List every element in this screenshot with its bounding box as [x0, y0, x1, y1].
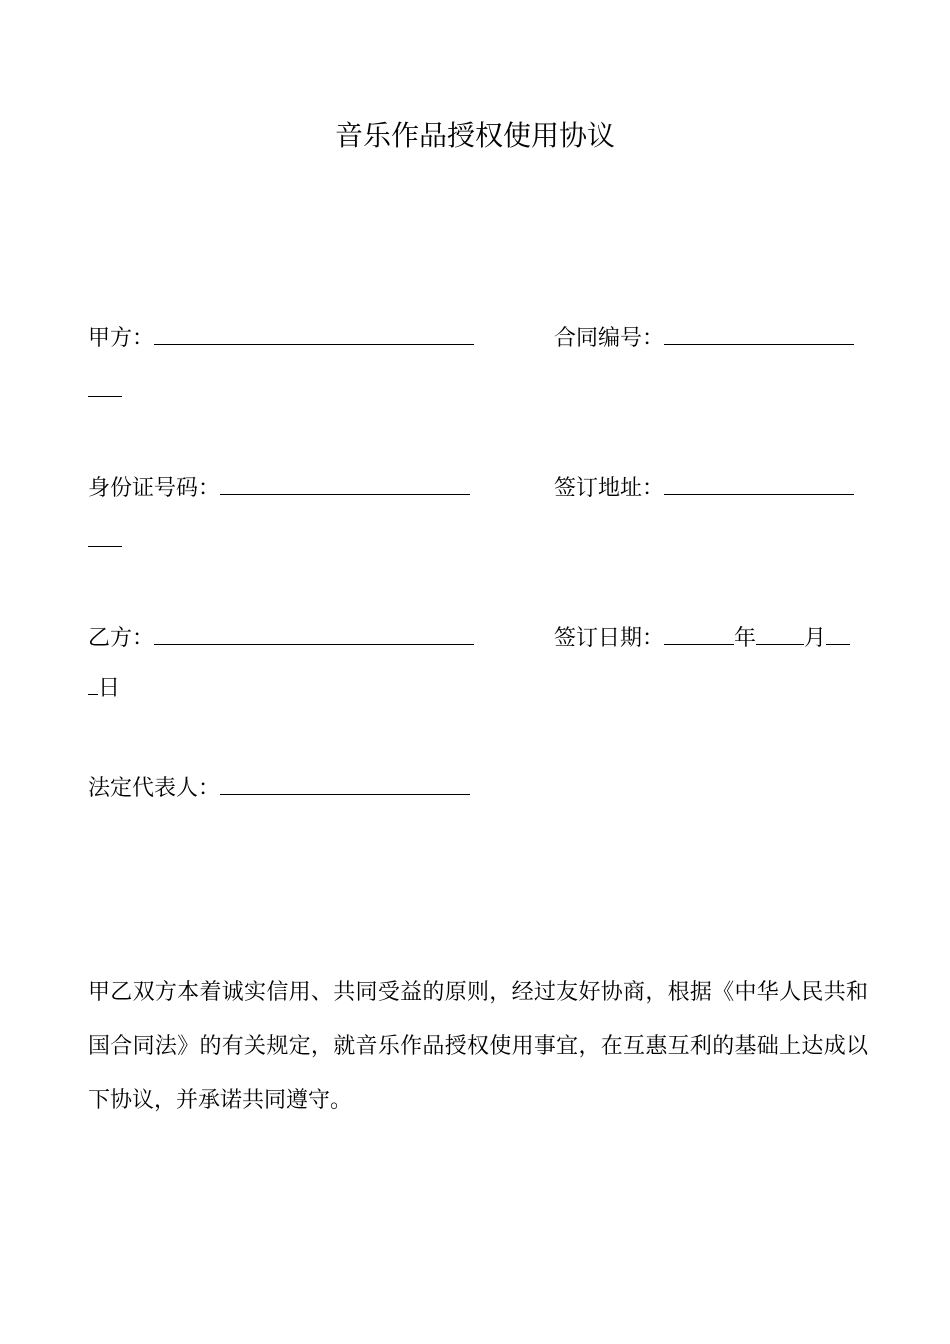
document-title: 音乐作品授权使用协议 — [334, 119, 615, 152]
sign-date-day-continued — [88, 670, 120, 700]
sign-date-month-label: 月 — [804, 626, 827, 651]
sign-date-field — [554, 620, 850, 650]
preamble-paragraph: 甲乙双方本着诚实信用、共同受益的原则，经过友好协商，根据《中华人民共和国合同法》的有关规定，就音乐作品授权使用事宜，在互惠互利的基础上达成以下协议，并承诺共同遵守。 — [88, 980, 868, 1113]
sign-place-blank-continued — [88, 522, 122, 552]
party-a-label: 甲方： — [88, 326, 155, 351]
legal-rep-blank — [220, 770, 470, 795]
party-b-blank — [154, 620, 474, 645]
sign-place-label: 签订地址： — [554, 476, 665, 501]
party-a-field — [88, 320, 474, 350]
sign-place-blank-tail — [88, 522, 122, 547]
id-number-blank — [220, 470, 470, 495]
party-b-field — [88, 620, 474, 650]
sign-date-day-blank-tail — [88, 670, 98, 695]
sign-date-day-blank — [826, 620, 850, 645]
sign-date-day-label: 日 — [98, 676, 121, 701]
legal-rep-field — [88, 770, 470, 800]
sign-date-label: 签订日期： — [554, 626, 665, 651]
contract-no-blank — [664, 320, 854, 345]
id-number-label: 身份证号码： — [88, 476, 221, 501]
sign-date-year-label: 年 — [734, 626, 757, 651]
id-number-field — [88, 470, 470, 500]
legal-rep-label: 法定代表人： — [88, 776, 221, 801]
sign-place-field — [554, 470, 854, 500]
contract-no-label: 合同编号： — [554, 326, 665, 351]
contract-no-blank-continued — [88, 372, 122, 402]
party-a-blank — [154, 320, 474, 345]
contract-no-field — [554, 320, 854, 350]
contract-no-blank-tail — [88, 372, 122, 397]
sign-date-month-blank — [756, 620, 804, 645]
sign-date-year-blank — [664, 620, 734, 645]
party-b-label: 乙方： — [88, 626, 155, 651]
sign-place-blank — [664, 470, 854, 495]
